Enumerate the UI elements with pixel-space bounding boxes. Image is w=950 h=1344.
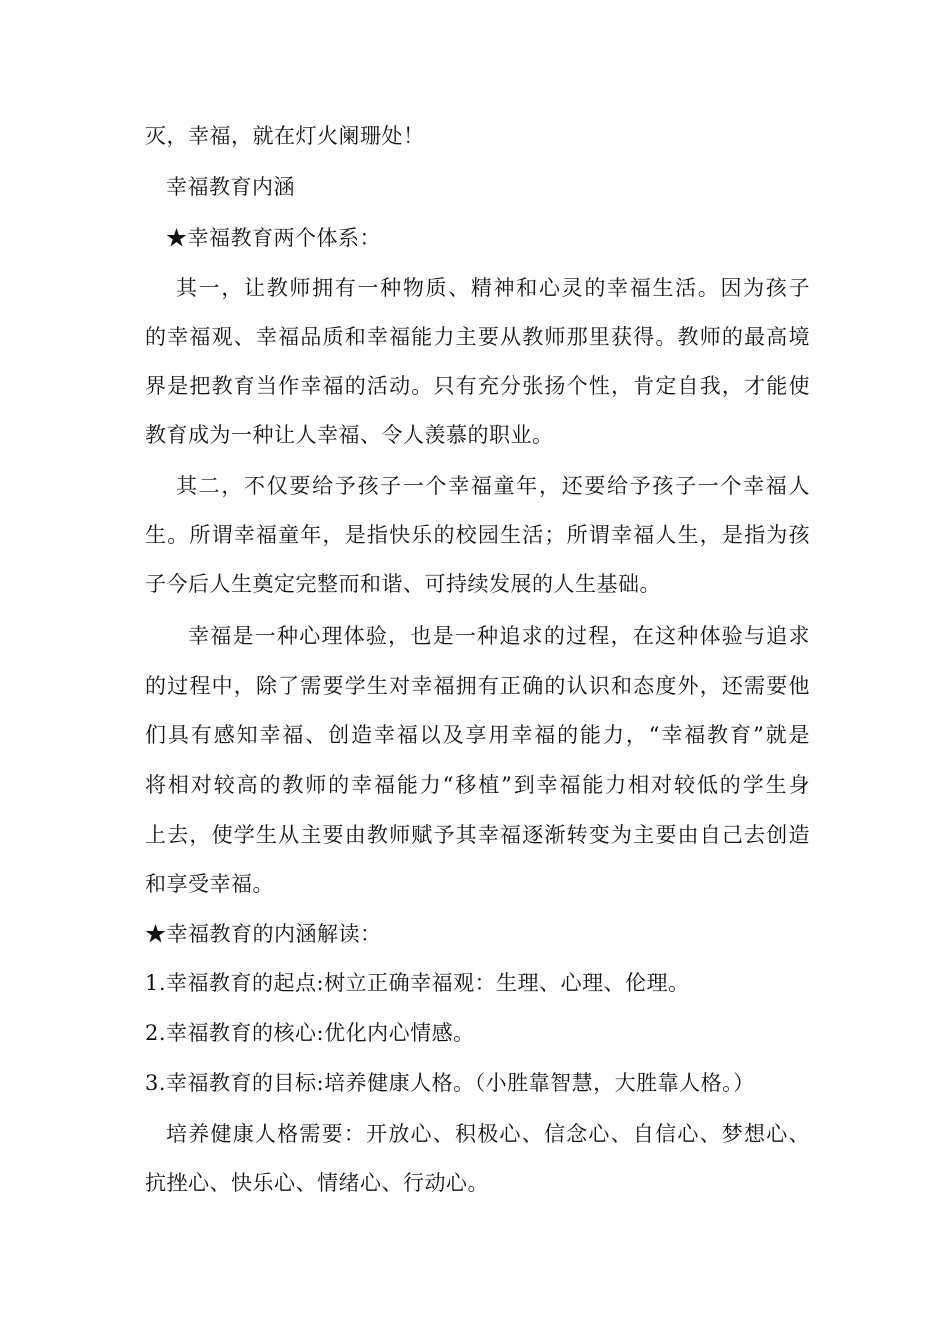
- subheading: ★幸福教育两个体系：: [166, 226, 381, 250]
- paragraph-line: 灭，幸福，就在灯火阑珊处！: [145, 124, 425, 148]
- paragraph-line: 抗挫心、快乐心、情绪心、行动心。: [145, 1171, 489, 1195]
- paragraph-line: 界是把教育当作幸福的活动。只有充分张扬个性，肯定自我，才能使: [145, 374, 810, 398]
- paragraph-line: 将相对较高的教师的幸福能力“移植”到幸福能力相对较低的学生身: [145, 773, 810, 797]
- paragraph-line: 生。所谓幸福童年，是指快乐的校园生活；所谓幸福人生，是指为孩: [145, 523, 810, 547]
- list-item: 2.幸福教育的核心:优化内心情感。: [145, 1021, 475, 1045]
- paragraph-line: 和享受幸福。: [145, 872, 274, 896]
- list-item: 3.幸福教育的目标:培养健康人格。（小胜靠智慧，大胜靠人格。）: [145, 1071, 755, 1095]
- paragraph-line: 的幸福观、幸福品质和幸福能力主要从教师那里获得。教师的最高境: [145, 325, 810, 349]
- paragraph-line: 们具有感知幸福、创造幸福以及享用幸福的能力，“幸福教育”就是: [145, 723, 810, 747]
- paragraph-line: 子今后人生奠定完整而和谐、可持续发展的人生基础。: [145, 572, 661, 596]
- paragraph-line: 其二，不仅要给予孩子一个幸福童年，还要给予孩子一个幸福人: [176, 474, 810, 498]
- paragraph-line: 上去，使学生从主要由教师赋予其幸福逐渐转变为主要由自己去创造: [145, 823, 810, 847]
- paragraph-line: 培养健康人格需要：开放心、积极心、信念心、自信心、梦想心、: [166, 1122, 810, 1146]
- paragraph-line: 幸福是一种心理体验，也是一种追求的过程，在这种体验与追求: [188, 624, 810, 648]
- section-heading: 幸福教育内涵: [166, 175, 295, 199]
- paragraph-line: 教育成为一种让人幸福、令人羡慕的职业。: [145, 423, 554, 447]
- list-item: 1.幸福教育的起点:树立正确幸福观：生理、心理、伦理。: [145, 971, 690, 995]
- paragraph-line: 其一，让教师拥有一种物质、精神和心灵的幸福生活。因为孩子: [176, 276, 810, 300]
- subheading: ★幸福教育的内涵解读：: [145, 922, 382, 946]
- paragraph-line: 的过程中，除了需要学生对幸福拥有正确的认识和态度外，还需要他: [145, 674, 810, 698]
